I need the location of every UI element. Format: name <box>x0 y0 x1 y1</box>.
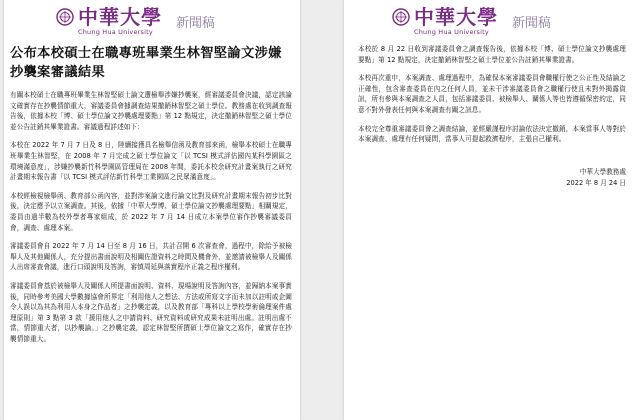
paragraph: 本校完全尊重審議委員會之調查結論，並經嚴謹程序討論依法決定撤銷，本案當事人等對於本案調查、處理有任何疑問，當事人可提起救濟程序，主張自己權利。 <box>358 124 626 144</box>
paragraph: 有關本校碩士在職專班畢業生林智堅碩士論文遭檢舉涉嫌抄襲案，經審議委員會決議，認定該論文確實存在抄襲情節重大，審議委員會據調查結果撤銷林智堅之碩士學位。教務處在收到調查報告後，依據本校「博、碩士學位論文抄襲處理要點」第 12 點規定，決定撤銷林智堅之碩士學位並公告註銷其畢業證書。審議過程詳述如下： <box>10 91 292 131</box>
paragraph: 本校在 2022 年 7 月 7 日及 8 日，陸續接獲具名檢舉信函及教育部來函，檢舉本校碩士在職專班畢業生林智堅，在 2008 年 7 月完成之碩士學位論文「以 TCSI 模式評估國內某科學園區之環境滿意度」，涉嫌抄襲新竹科學園區管理局在 2008 年間，委託本校余研究計畫案執行之研究計畫期末報告書「以 TCSI 模式評估新竹科學工業園區之民眾滿意度」。 <box>10 141 292 182</box>
university-logotype <box>78 6 162 36</box>
letterhead <box>4 4 300 38</box>
university-logotype <box>414 6 498 36</box>
document-page-1 <box>4 0 300 420</box>
signature-org: 中華大學教務處 <box>579 167 626 176</box>
paragraph: 本校於 8 月 22 日收到審議委員會之調查報告後，依據本校「博、碩士學位論文抄襲處理要點」第 12 點規定，決定撤銷林智堅之碩士學位並公告註銷其畢業證書。 <box>358 45 626 64</box>
signature-date: 2022 年 8 月 24 日 <box>566 178 626 187</box>
brand-name-en: Chung Hua University <box>78 28 153 36</box>
document-page-2 <box>344 0 640 420</box>
news-release-label: 新聞稿 <box>512 16 552 31</box>
paragraph: 審議委員會基於被檢舉人及關係人所提書面說明、資料、現場說明及答詢內容，並歸納本案事實後，同時參考美國大學數據協會所界定「利用他人之想法、方法或所寫文字而未加以註明或企圖令人誤以為其為利用人本身之作品者」之抄襲定義，以及教育部「專科以上學校學術倫理案件處理原則」第 3 點第 3 款「援用他人之申請資料、研究資料或研究成果未註明出處。註明出處不當，情節重大者，以抄襲論。」之抄襲定義，認定林智堅所撰碩士學位論文之寫作，確實存在抄襲情節重大。 <box>10 281 292 343</box>
brand-name-en: Chung Hua University <box>414 28 489 36</box>
news-release-label: 新聞稿 <box>176 16 216 31</box>
university-seal-icon <box>56 8 74 26</box>
brand-name-cn: 中華大學 <box>414 5 498 29</box>
university-seal-icon <box>392 8 410 26</box>
paragraph: 本校再次重申，本案調查、處理過程中，為確保本案審議委員會職權行使之公正性及結論之正確性，包含審查委員在內之任何人員，並未干涉審議委員會之職權行使且未對外揭露資訊，所有參與本案調查之人員，包括審議委員、被檢舉人、關係人等也皆遵循保密約定，同意不對外發表任何與本案調查有關之訊息。 <box>358 74 626 114</box>
document-title: 公布本校碩士在職專班畢業生林智堅論文涉嫌抄襲案審議結果 <box>10 46 282 80</box>
paragraph: 審議委員會自 2022 年 7 月 14 日至 8 月 16 日，共計召開 6 次審查會，過程中，除給予被檢舉人及其他關係人，充分提出書面說明及相關佐證資料之時間及機會外，並邀請被檢舉人及關係人出席審查會議，進行口頭說明及答詢，審慎周延與落實程序正義之程序權利。 <box>10 242 292 272</box>
page-2-body <box>358 44 626 189</box>
signature-block <box>358 167 626 189</box>
page-1-body <box>10 44 292 352</box>
brand-name-cn: 中華大學 <box>78 5 162 29</box>
paragraph: 本校經檢視檢舉函、教育部公函內容，並對涉案論文進行論文比對及研究計畫期末報告初步比對後，決定應予以立案調查。其後，依據「中華大學博、碩士學位論文抄襲處理要點」相關規定，委員由過半數為校外學者專家組成，於 2022 年 7 月 14 日成立本案學位審作抄襲審議委員會，調查、處理本案。 <box>10 191 292 232</box>
letterhead <box>344 4 640 38</box>
